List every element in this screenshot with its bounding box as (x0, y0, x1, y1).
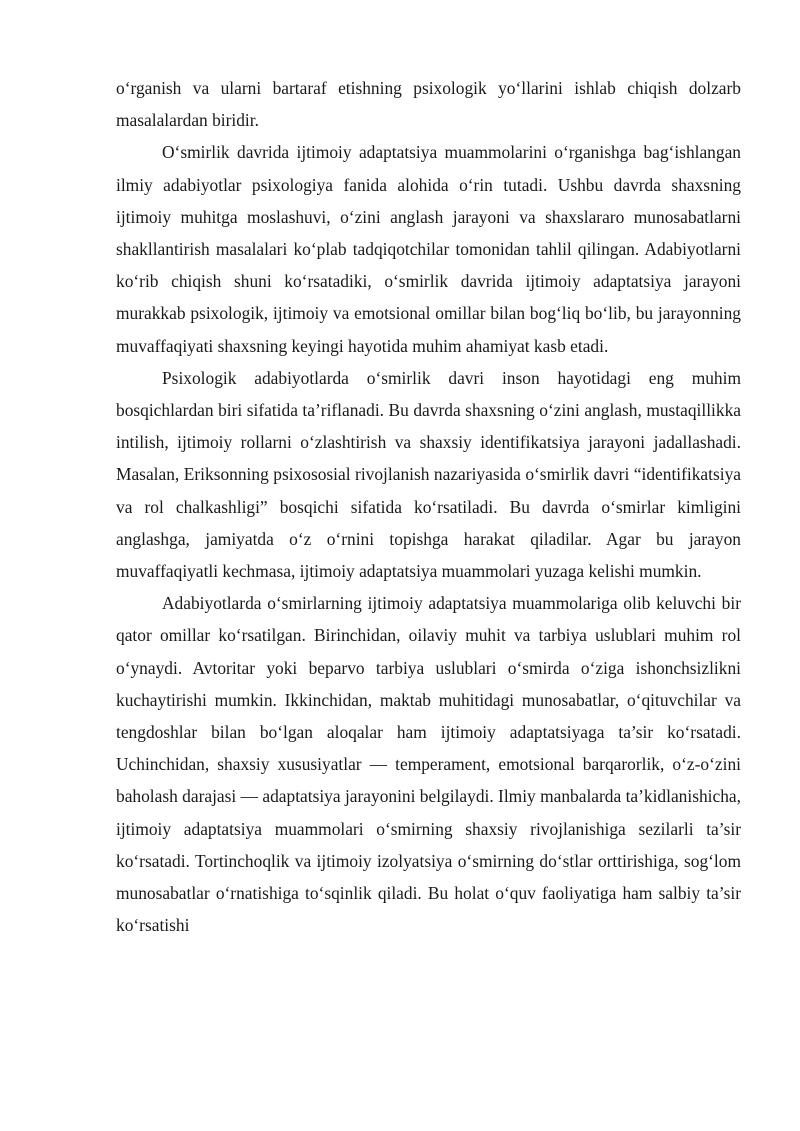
paragraph-adolescence-literature: O‘smirlik davrida ijtimoiy adaptatsiya muammolarini o‘rganishga bag‘ishlangan ilmiy adabiyotlar psixologiya fanida alohida o‘rin tutadi. Ushbu davrda shaxsning ijtimoiy muhitga moslashuvi, o‘zini anglash jarayoni va shaxslararo munosabatlarni shakllantirish masalalari ko‘plab tadqiqotchilar tomonidan tahlil qilingan. Adabiyotlarni ko‘rib chiqish shuni ko‘rsatadiki, o‘smirlik davrida ijtimoiy adaptatsiya jarayoni murakkab psixologik, ijtimoiy va emotsional omillar bilan bog‘liq bo‘lib, bu jarayonning muvaffaqiyati shaxsning keyingi hayotida muhim ahamiyat kasb etadi. (116, 142, 741, 356)
document-page (116, 72, 741, 941)
paragraph-psychological-literature: Psixologik adabiyotlarda o‘smirlik davri inson hayotidagi eng muhim bosqichlardan biri sifatida ta’riflanadi. Bu davrda shaxsning o‘zini anglash, mustaqillikka intilish, ijtimoiy rollarni o‘zlashtirish va shaxsiy identifikatsiya jarayoni jadallashadi. Masalan, Eriksonning psixososial rivojlanish nazariyasida o‘smirlik davri “identifikatsiya va rol chalkashligi” bosqichi sifatida ko‘rsatiladi. Bu davrda o‘smirlar kimligini anglashga, jamiyatda o‘z o‘rnini topishga harakat qiladilar. Agar bu jarayon muvaffaqiyatli kechmasa, ijtimoiy adaptatsiya muammolari yuzaga kelishi mumkin. (116, 367, 741, 582)
paragraph-continued: o‘rganish va ularni bartaraf etishning psixologik yo‘llarini ishlab chiqish dolzarb masalalardan biridir. (116, 78, 741, 131)
paragraph-adaptation-factors: Adabiyotlarda o‘smirlarning ijtimoiy adaptatsiya muammolariga olib keluvchi bir qator omillar ko‘rsatilgan. Birinchidan, oilaviy muhit va tarbiya uslublari muhim rol o‘ynaydi. Avtoritar yoki beparvo tarbiya uslublari o‘smirda o‘ziga ishonchsizlikni kuchaytirishi mumkin. Ikkinchidan, maktab muhitidagi munosabatlar, o‘qituvchilar va tengdoshlar bilan bo‘lgan aloqalar ham ijtimoiy adaptatsiyaga ta’sir ko‘rsatadi. Uchinchidan, shaxsiy xususiyatlar — temperament, emotsional barqarorlik, o‘z-o‘zini baholash darajasi — adaptatsiya jarayonini belgilaydi. Ilmiy manbalarda ta’kidlanishicha, ijtimoiy adaptatsiya muammolari o‘smirning shaxsiy rivojlanishiga sezilarli ta’sir ko‘rsatadi. Tortinchoqlik va ijtimoiy izolyatsiya o‘smirning do‘stlar orttirishiga, sog‘lom munosabatlar o‘rnatishiga to‘sqinlik qiladi. Bu holat o‘quv faoliyatiga ham salbiy ta’sir ko‘rsatishi (116, 593, 741, 936)
